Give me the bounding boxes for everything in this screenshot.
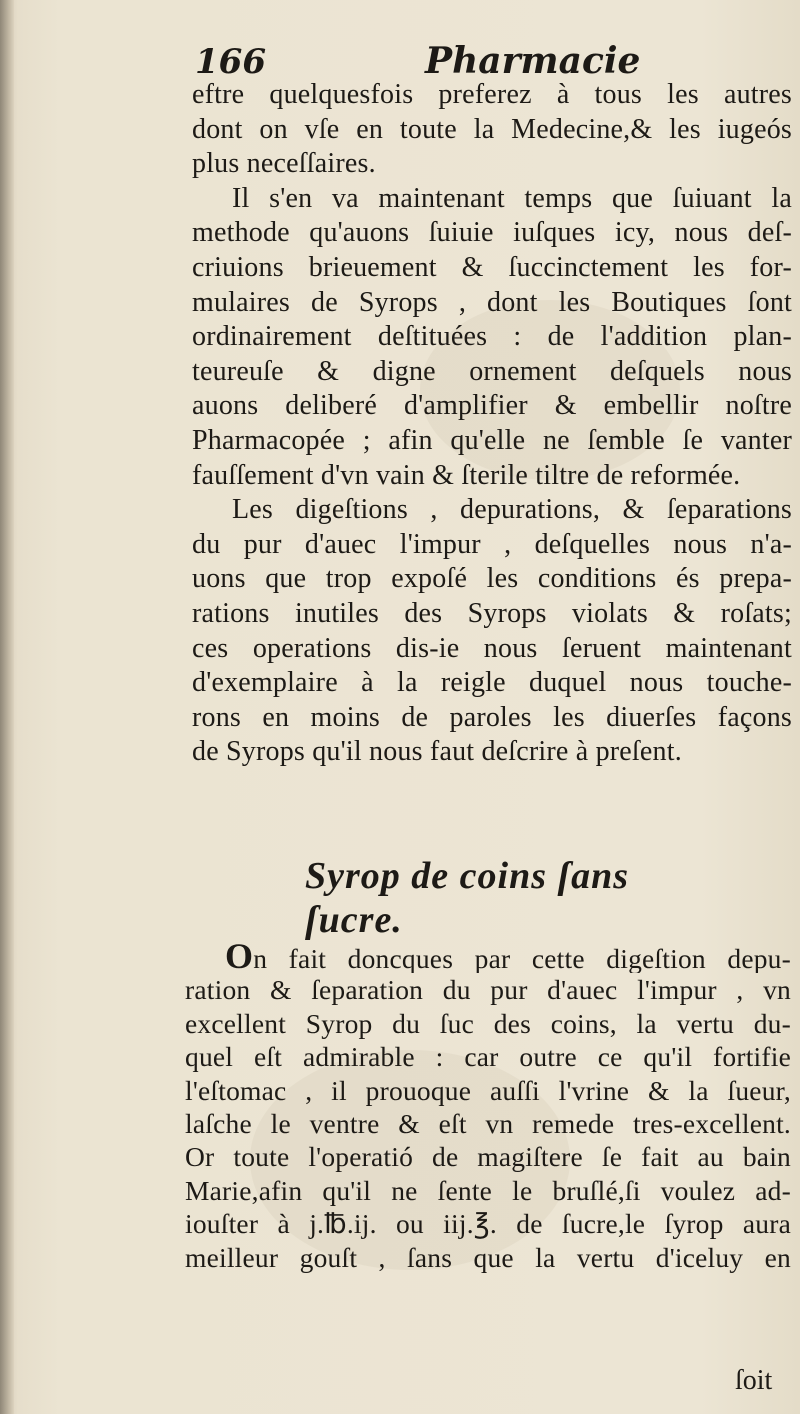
text-line: rons en moins de paroles les diuerſes façons (192, 701, 792, 733)
body-text-top (192, 78, 792, 770)
running-head: Pharmacie (425, 40, 641, 82)
text-line: methode qu'auons ſuiuie iuſques icy, nous deſ- (192, 217, 792, 249)
text-line-content: n fait doncques par cette digeſtion depu- (253, 943, 791, 974)
text-line: de Syrops qu'il nous faut deſcrire à preſent. (192, 736, 682, 768)
text-line: dont on vſe en toute la Medecine,& les iugeós (192, 113, 792, 145)
text-line: criuions brieuement & ſuccinctement les for- (192, 251, 792, 283)
text-line: iouſter à j.℔.ij. ou iij.℥. de ſucre,le ſyrop aura (185, 1208, 791, 1240)
text-line: eftre quelquesfois preferez à tous les autres (192, 79, 792, 110)
text-line: plus neceſſaires. (192, 148, 376, 180)
text-line: teureuſe & digne ornement deſquels nous (192, 355, 792, 387)
text-line: meilleur gouſt , ſans que la vertu d'iceluy en (185, 1241, 791, 1273)
book-spine (0, 0, 14, 1414)
text-line: ordinairement deſtituées : de l'addition plan- (192, 321, 792, 353)
text-line: quel eſt admirable : car outre ce qu'il fortifie (185, 1041, 791, 1073)
text-line: d'exemplaire à la reigle duquel nous touche- (192, 667, 792, 699)
text-line: auons deliberé d'amplifier & embellir noſtre (192, 390, 792, 422)
text-line: fauſſement d'vn vain & ſterile tiltre de reformée. (192, 459, 741, 491)
text-line: Les digeſtions , depurations, & ſeparations (232, 494, 792, 526)
text-line: Marie,afin qu'il ne ſente le bruſlé,ſi voulez ad- (185, 1174, 791, 1206)
section-title: Syrop de coins ſans ſucre. (305, 855, 630, 941)
text-line: du pur d'auec l'impur , deſquelles nous n'a- (192, 528, 792, 560)
text-line: mulaires de Syrops , dont les Boutiques ſont (192, 286, 792, 318)
text-line: ces operations dis-ie nous ſeruent maintenant (192, 632, 792, 664)
text-line: ration & ſeparation du pur d'auec l'impur , vn (185, 974, 791, 1006)
text-line: uons que trop expoſé les conditions és prepa- (192, 563, 792, 595)
text-line: rations inutiles des Syrops violats & roſats; (192, 597, 792, 629)
text-line: Pharmacopée ; afin qu'elle ne ſemble ſe vanter (192, 424, 792, 456)
body-text-bottom (185, 940, 791, 1274)
page-number: 166 (195, 42, 266, 82)
catchword: ſoit (735, 1365, 773, 1396)
drop-capital: O (225, 940, 254, 974)
text-line: Or toute l'operatió de magiſtere ſe fait au bain (185, 1141, 791, 1173)
text-line: l'eſtomac , il prouoque auſſi l'vrine & la ſueur, (185, 1074, 791, 1106)
text-line: Il s'en va maintenant temps que ſuiuant la (232, 182, 792, 214)
text-line: laſche le ventre & eſt vn remede tres-excellent. (185, 1107, 791, 1139)
text-line (185, 940, 791, 973)
text-line: excellent Syrop du ſuc des coins, la vertu du- (185, 1007, 791, 1039)
